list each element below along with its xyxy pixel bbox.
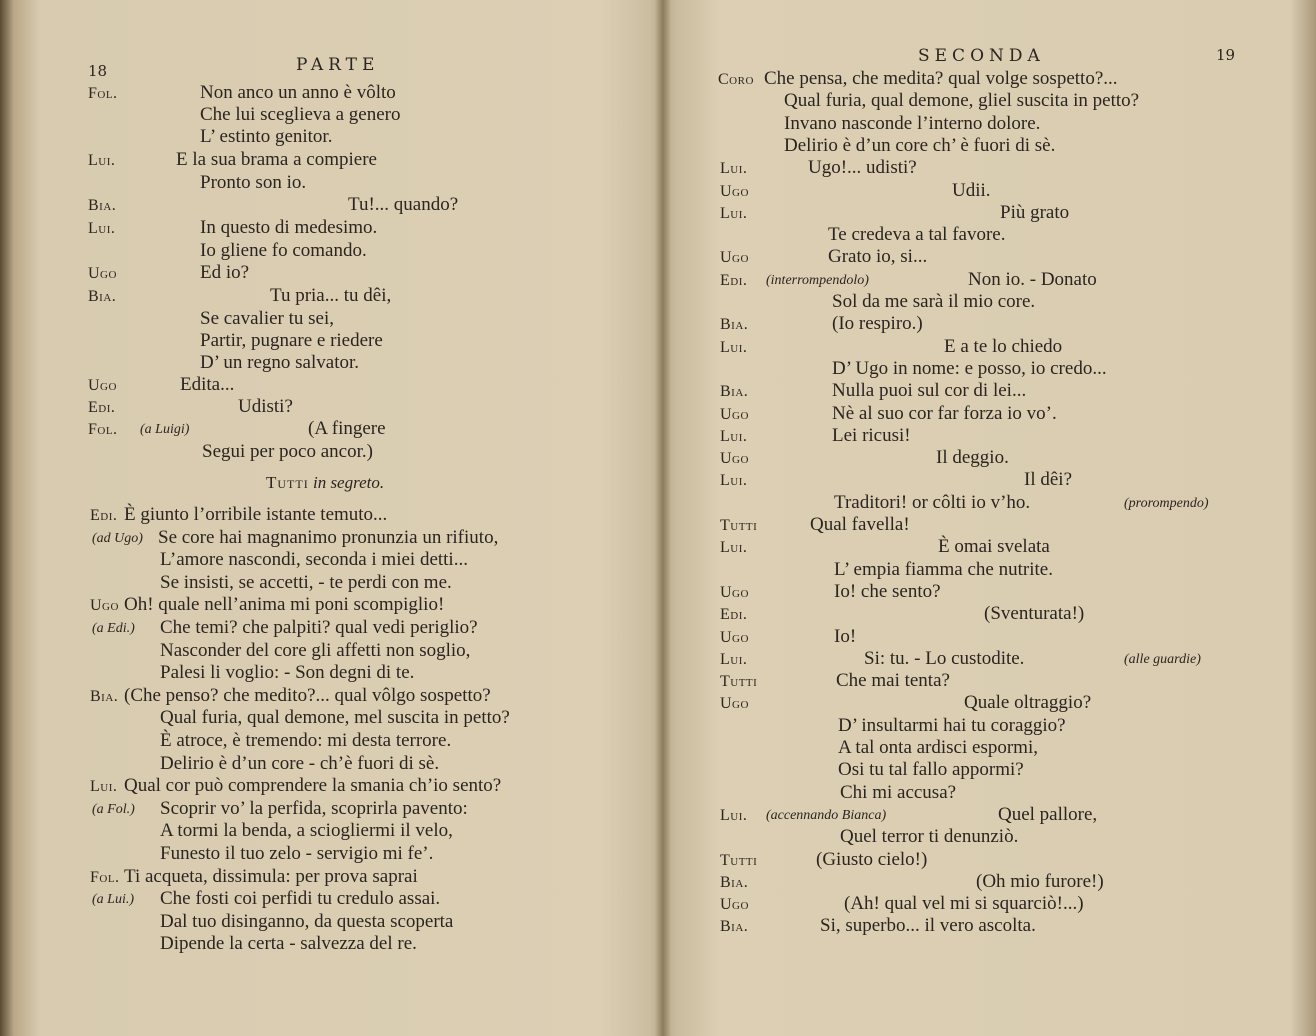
verse-line: Segui per poco ancor.) xyxy=(202,441,373,462)
verse-line: D’ insultarmi hai tu coraggio? xyxy=(838,714,1066,736)
speaker-label: Ugo xyxy=(88,265,117,282)
running-head-right: SECONDA xyxy=(918,46,1045,66)
speaker-label: Lui. xyxy=(720,539,748,557)
speaker-label: Bia. xyxy=(90,687,119,705)
speaker-label: Fol. xyxy=(88,421,118,438)
stage-direction: (a Lui.) xyxy=(92,892,134,908)
verse-line: Funesto il tuo zelo - servigio mi fe’. xyxy=(160,843,434,864)
verse-line: Se core hai magnanimo pronunzia un rifiuto, xyxy=(158,526,499,548)
verse-line: A tal onta ardisci espormi, xyxy=(838,737,1038,758)
verse-line: Che temi? che palpiti? qual vedi periglio? xyxy=(160,617,478,638)
verse-line: Udisti? xyxy=(238,396,293,417)
verse-line: Traditori! or côlti io v’ho. xyxy=(834,491,1031,513)
verse-line: Invano nasconde l’interno dolore. xyxy=(784,112,1041,134)
verse-line: Si, superbo... il vero ascolta. xyxy=(820,915,1036,937)
stage-direction: (a Edi.) xyxy=(92,621,135,636)
speaker-label: Bia. xyxy=(720,316,749,334)
section-title-rest: in segreto. xyxy=(312,473,385,492)
verse-line: Lei ricusi! xyxy=(832,424,911,446)
verse-line: Io! che sento? xyxy=(834,580,941,602)
speaker-label: Bia. xyxy=(88,288,117,305)
speaker-label: Lui. xyxy=(720,160,748,178)
speaker-label: Lui. xyxy=(88,220,116,237)
verse-line: Non anco un anno è vôlto xyxy=(200,82,396,103)
verse-line: L’ empia fiamma che nutrite. xyxy=(834,558,1053,580)
speaker-label: Ugo xyxy=(720,695,749,713)
verse-line: (Oh mio furore!) xyxy=(976,870,1104,892)
verse-line: Grato io, si... xyxy=(828,246,928,268)
verse-line: È omai svelata xyxy=(938,536,1050,558)
speaker-label: Ugo xyxy=(720,249,749,267)
verse-line: Che fosti coi perfidi tu credulo assai. xyxy=(160,888,441,910)
verse-line: Edita... xyxy=(180,374,235,395)
speaker-label: Bia. xyxy=(720,383,749,401)
verse-line: E la sua brama a compiere xyxy=(176,149,377,170)
stage-direction: (interrompendolo) xyxy=(766,272,869,288)
verse-line: Non io. - Donato xyxy=(968,268,1097,290)
stage-direction: (a Fol.) xyxy=(92,801,135,817)
section-title-caps: Tutti xyxy=(266,473,309,492)
verse-line: Partir, pugnare e riedere xyxy=(200,330,383,351)
speaker-label: Ugo xyxy=(720,405,749,423)
speaker-label: Ugo xyxy=(720,896,749,914)
verse-line: Qual favella! xyxy=(810,514,910,535)
speaker-label: Ugo xyxy=(720,628,749,646)
speaker-label: Lui. xyxy=(720,472,748,490)
speaker-label: Lui. xyxy=(720,427,748,445)
speaker-label: Ugo xyxy=(88,377,117,394)
verse-line: Io! xyxy=(834,625,857,647)
speaker-label: Lui. xyxy=(720,204,748,222)
verse-line: (Io respiro.) xyxy=(832,313,923,335)
stage-direction: (a Luigi) xyxy=(140,422,190,437)
speaker-label: Coro xyxy=(718,71,754,88)
speaker-label: Lui. xyxy=(90,778,118,796)
speaker-label: Edi. xyxy=(720,271,748,289)
verse-line: Se insisti, se accetti, - te perdi con me. xyxy=(160,571,452,593)
speaker-label: Lui. xyxy=(720,806,748,824)
verse-line: Si: tu. - Lo custodite. xyxy=(864,647,1025,669)
speaker-label: Edi. xyxy=(90,507,118,524)
verse-line: Chi mi accusa? xyxy=(840,781,957,803)
verse-line: Quale oltraggio? xyxy=(964,692,1092,714)
right-page xyxy=(668,0,1316,1036)
verse-line: D’ Ugo in nome: e posso, io credo... xyxy=(832,357,1107,379)
speaker-label: Edi. xyxy=(720,606,748,624)
verse-line: Ed io? xyxy=(200,262,250,283)
verse-line: Se cavalier tu sei, xyxy=(200,308,335,329)
verse-line: Scoprir vo’ la perfida, scoprirla pavento: xyxy=(160,797,468,819)
verse-line: D’ un regno salvator. xyxy=(200,352,359,373)
section-title xyxy=(266,472,384,494)
speaker-label: Ugo xyxy=(720,450,749,468)
verse-line: E a te lo chiedo xyxy=(944,335,1063,357)
verse-line: Nulla puoi sul cor di lei... xyxy=(832,380,1027,402)
page-number-right: 19 xyxy=(1216,46,1236,64)
verse-line: Il dêi? xyxy=(1024,469,1073,491)
speaker-label: Tutti xyxy=(720,517,758,534)
verse-line: A tormi la benda, a sciogliermi il velo, xyxy=(160,820,453,842)
verse-line: È atroce, è tremendo: mi desta terrore. xyxy=(160,730,452,751)
verse-line: Che mai tenta? xyxy=(836,670,950,692)
verse-line: Sol da me sarà il mio core. xyxy=(832,291,1036,312)
verse-line: Qual cor può comprendere la smania ch’io sento? xyxy=(124,775,502,797)
stage-direction: (accennando Bianca) xyxy=(766,807,887,823)
verse-line: Dipende la certa - salvezza del re. xyxy=(160,933,417,955)
verse-line: Nasconder del core gli affetti non soglio, xyxy=(160,639,471,661)
verse-line: (Giusto cielo!) xyxy=(816,848,928,870)
verse-line: Tu!... quando? xyxy=(348,194,459,215)
verse-line: L’amore nascondi, seconda i miei detti... xyxy=(160,549,468,571)
stage-direction: (prorompendo) xyxy=(1124,495,1209,511)
speaker-label: Ugo xyxy=(720,182,749,200)
verse-line: Qual furia, qual demone, gliel suscita in petto? xyxy=(784,90,1140,112)
speaker-label: Fol. xyxy=(90,868,120,886)
page-number-left: 18 xyxy=(88,62,108,80)
speaker-label: Bia. xyxy=(88,197,117,214)
speaker-label: Tutti xyxy=(720,673,758,691)
verse-line: Ti acqueta, dissimula: per prova saprai xyxy=(124,865,418,887)
verse-line: (Sventurata!) xyxy=(984,603,1085,625)
verse-line: (Che penso? che medito?... qual vôlgo sospetto? xyxy=(124,684,491,706)
verse-line: L’ estinto genitor. xyxy=(200,126,333,147)
speaker-label: Edi. xyxy=(88,399,116,416)
speaker-label: Bia. xyxy=(720,873,749,891)
verse-line: Udii. xyxy=(952,179,991,201)
verse-line: Tu pria... tu dêi, xyxy=(270,285,392,306)
verse-line: Che lui sceglieva a genero xyxy=(200,104,401,125)
verse-line: Palesi li voglio: - Son degni di te. xyxy=(160,662,415,684)
speaker-label: Ugo xyxy=(720,583,749,601)
speaker-label: Lui. xyxy=(88,152,116,169)
speaker-label: Lui. xyxy=(720,650,748,668)
verse-line: Il deggio. xyxy=(936,447,1009,469)
verse-line: Più grato xyxy=(1000,201,1070,223)
verse-line: Ugo!... udisti? xyxy=(808,157,917,179)
verse-line: Qual furia, qual demone, mel suscita in petto? xyxy=(160,707,510,729)
verse-line: Che pensa, che medita? qual volge sospetto?... xyxy=(764,68,1118,89)
verse-line: Nè al suo cor far forza io vo’. xyxy=(832,402,1057,424)
stage-direction: (ad Ugo) xyxy=(92,530,143,546)
verse-line: Io gliene fo comando. xyxy=(200,240,367,261)
verse-line: Dal tuo disinganno, da questa scoperta xyxy=(160,910,454,932)
speaker-label: Fol. xyxy=(88,85,118,102)
verse-line: Oh! quale nell’anima mi poni scompiglio! xyxy=(124,594,445,616)
speaker-label: Lui. xyxy=(720,338,748,356)
verse-line: Quel terror ti denunziò. xyxy=(840,826,1019,848)
verse-line: In questo di medesimo. xyxy=(200,217,378,238)
verse-line: Te credeva a tal favore. xyxy=(828,224,1006,246)
verse-line: Delirio è d’un core - ch’è fuori di sè. xyxy=(160,752,440,774)
verse-line: Delirio è d’un core ch’ è fuori di sè. xyxy=(784,134,1056,156)
verse-line: Osi tu tal fallo appormi? xyxy=(838,759,1024,781)
speaker-label: Ugo xyxy=(90,597,119,615)
verse-line: (Ah! qual vel mi si squarciò!...) xyxy=(844,893,1084,915)
verse-line: Pronto son io. xyxy=(200,172,307,193)
verse-line: Quel pallore, xyxy=(998,803,1098,825)
verse-line: È giunto l’orribile istante temuto... xyxy=(124,504,388,525)
stage-direction: (alle guardie) xyxy=(1124,651,1201,667)
speaker-label: Tutti xyxy=(720,851,758,869)
speaker-label: Bia. xyxy=(720,918,749,936)
verse-line: (A fingere xyxy=(308,418,386,439)
running-head-left: PARTE xyxy=(296,55,380,75)
